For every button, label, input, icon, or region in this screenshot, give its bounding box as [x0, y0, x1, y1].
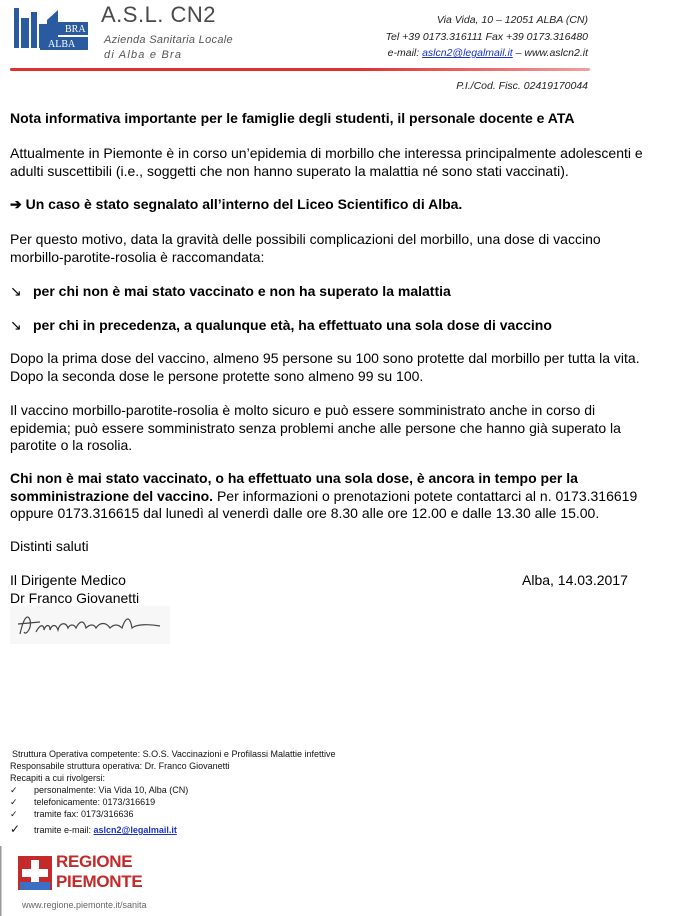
header-email-line — [388, 47, 588, 59]
contact-line-2 — [10, 488, 678, 506]
bullet-item-1: per chi non è mai stato vaccinato e non ha superato la malattia — [33, 283, 451, 299]
arrow-bullet-icon: ↘ — [10, 283, 22, 299]
footer-contact-phone: telefonicamente: 0173/316619 — [34, 797, 156, 807]
footer-struttura: Struttura Operativa competente: S.O.S. Vaccinazioni e Profilassi Malattie infettive — [12, 749, 336, 759]
org-subtitle: Azienda Sanitaria Locale — [104, 34, 233, 46]
signer-block — [10, 572, 139, 607]
arrow-bullet-icon: ↘ — [10, 317, 22, 333]
check-icon: ✓ — [10, 809, 18, 819]
alert-case: ➔ Un caso è stato segnalato all’interno del Liceo Scientifico di Alba. — [10, 196, 463, 212]
footer-email-label: tramite e-mail: — [34, 825, 92, 835]
safety-line-1: Il vaccino morbillo-parotite-rosolia è molto sicuro e può essere somministrato anche in corso di — [10, 402, 596, 418]
recommendation-line-1: Per questo motivo, data la gravità delle possibili complicazioni del morbillo, una dose di vaccino — [10, 231, 601, 247]
logo-text-alba: ALBA — [48, 39, 76, 50]
notice-title: Nota informativa importante per le famiglie degli studenti, il personale docente e ATA — [10, 110, 575, 126]
signer-role: Il Dirigente Medico — [10, 572, 126, 588]
footer-contact-item — [10, 784, 335, 796]
signer-name: Dr Franco Giovanetti — [10, 589, 140, 606]
header-email-prefix: e-mail: — [387, 47, 420, 59]
check-icon: ✓ — [10, 785, 18, 795]
safety-paragraph — [10, 402, 678, 455]
safety-line-2: epidemia; può essere somministrato senza problemi anche alle persone che hanno già superato la — [10, 419, 621, 436]
contact-line-1: Chi non è mai stato vaccinato, o ha effettuato una sola dose, è ancora in tempo per la — [10, 470, 578, 486]
header-email-link[interactable]: aslcn2@legalmail.it — [422, 47, 513, 59]
region-website: www.regione.piemonte.it/sanita — [22, 900, 147, 910]
footer-block — [10, 748, 335, 836]
check-icon: ✓ — [10, 797, 18, 807]
footer-left-rule — [0, 846, 3, 916]
contact-line-2-rest: Per informazioni o prenotazioni potete contattarci al n. 0173.316619 — [213, 487, 638, 504]
safety-line-3: parotite o la rosolia. — [10, 437, 133, 453]
efficacy-line-1: Dopo la prima dose del vaccino, almeno 95 persone su 100 sono protette dal morbillo per tutta la vita. — [10, 350, 640, 366]
header-phone: Tel +39 0173.316111 Fax +39 0173.316480 — [385, 31, 588, 43]
footer-recapiti: Recapiti a cui rivolgersi: — [10, 773, 106, 783]
handwritten-signature — [10, 606, 170, 644]
check-icon: ✓ — [10, 822, 21, 836]
place-date: Alba, 14.03.2017 — [522, 572, 628, 588]
org-name: A.S.L. CN2 — [101, 2, 217, 27]
intro-line-2: adulti suscettibili (i.e., soggetti che non hanno superato la malattia né sono stati vaccinati). — [10, 162, 569, 179]
header-address: Via Vida, 10 – 12051 ALBA (CN) — [436, 14, 588, 26]
org-subtitle-location: di Alba e Bra — [104, 49, 183, 61]
footer-contact-item — [10, 808, 335, 820]
bullet-item-2: per chi in precedenza, a qualunque età, ha effettuato una sola dose di vaccino — [33, 317, 552, 333]
footer-contact-fax: tramite fax: 0173/316636 — [34, 809, 134, 819]
header-piva: P.I./Cod. Fisc. 02419170044 — [456, 80, 588, 92]
intro-line-1: Attualmente in Piemonte è in corso un’epidemia di morbillo che interessa principalmente adolescenti e — [10, 145, 643, 161]
recommendation-paragraph — [10, 231, 678, 266]
closing-salutation: Distinti saluti — [10, 538, 89, 554]
efficacy-line-2: Dopo la seconda dose le persone protette sono almeno 99 su 100. — [10, 367, 424, 384]
efficacy-paragraph — [10, 350, 678, 385]
footer-contact-personal: personalmente: Via Vida 10, Alba (CN) — [34, 785, 189, 795]
footer-email-link[interactable]: aslcn2@legalmail.it — [93, 825, 177, 835]
contact-paragraph — [10, 470, 678, 523]
logo-text-bra: BRA — [65, 24, 86, 35]
header-divider — [10, 68, 590, 71]
contact-line-2-bold: somministrazione del vaccino. — [10, 487, 214, 504]
footer-contact-item — [10, 823, 335, 836]
recommendation-line-2: morbillo-parotite-rosolia è raccomandata: — [10, 248, 265, 265]
footer-responsabile: Responsabile struttura operativa: Dr. Franco Giovanetti — [10, 761, 230, 771]
contact-line-3: oppure 0173.316615 dal lunedì al venerdì dalle ore 8.30 alle ore 12.00 e dalle 13.30 alle 15.00. — [10, 505, 600, 521]
region-name-line-2: PIEMONTE — [56, 872, 143, 891]
asl-logo — [10, 4, 90, 54]
header-website: – www.aslcn2.it — [515, 47, 588, 59]
intro-paragraph — [10, 145, 678, 180]
footer-contact-item — [10, 796, 335, 808]
region-name-line-1: REGIONE — [56, 852, 133, 871]
